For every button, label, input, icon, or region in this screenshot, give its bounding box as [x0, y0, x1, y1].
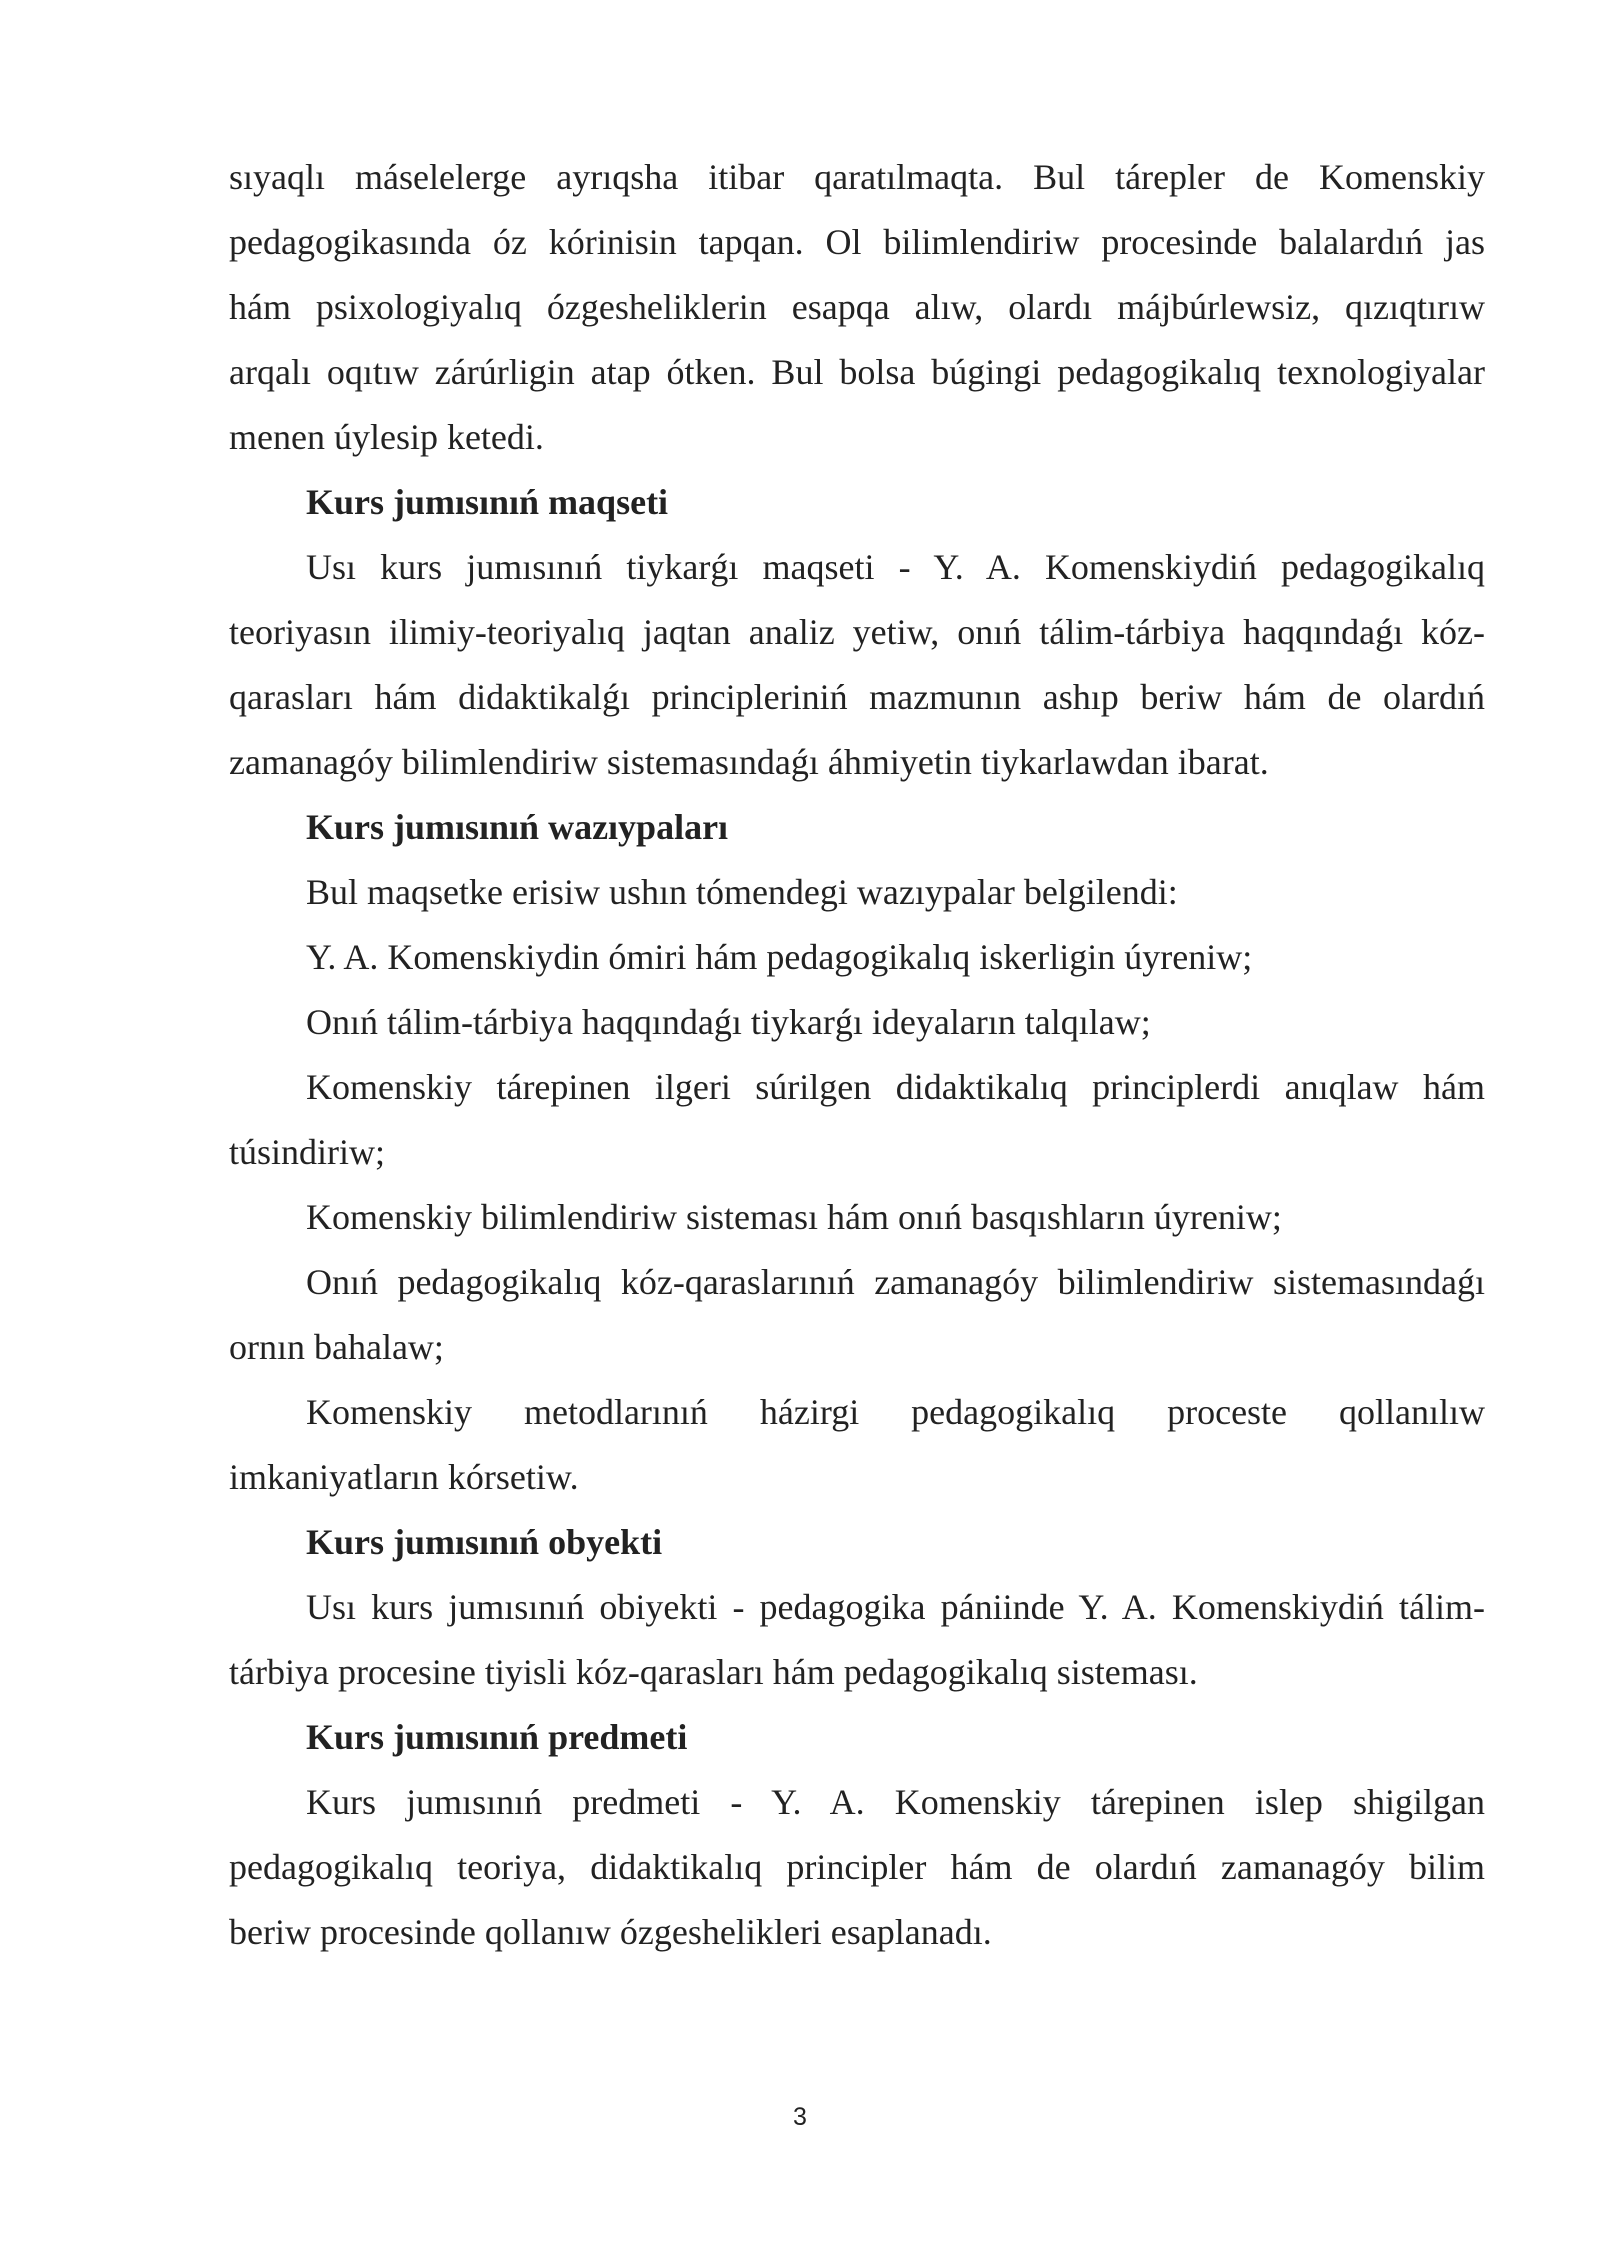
list-item: Onıń tálim-tárbiya haqqındaǵı tiykarǵı ideyaların talqılaw; [306, 1002, 1151, 1042]
page-number: 3 [793, 2103, 807, 2131]
text-line: tárbiya procesine tiyisli kóz-qarasları hám pedagogikalıq sisteması. [229, 1652, 1198, 1692]
text-line: pedagogikasında óz kórinisin tapqan. Ol bilimlendiriw procesinde balalardıń jas [229, 222, 1485, 262]
section-heading-tasks: Kurs jumısınıń wazıypaları [306, 807, 729, 847]
text-line: beriw procesinde qollanıw ózgeshelikleri esaplanadı. [229, 1912, 992, 1952]
section-heading-subject: Kurs jumısınıń predmeti [306, 1717, 688, 1757]
list-item: Y. A. Komenskiydin ómiri hám pedagogikalıq iskerligin úyreniw; [306, 937, 1253, 977]
text-line: Komenskiy metodlarınıń házirgi pedagogikalıq proceste qollanılıw [306, 1392, 1485, 1432]
list-item: Komenskiy bilimlendiriw sisteması hám onıń basqıshların úyreniw; [306, 1197, 1282, 1237]
paragraph: Bul maqsetke erisiw ushın tómendegi wazıypalar belgilendi: [306, 872, 1178, 912]
text-line: Onıń pedagogikalıq kóz-qaraslarınıń zamanagóy bilimlendiriw sistemasındaǵı [306, 1262, 1485, 1302]
text-line: túsindiriw; [229, 1132, 386, 1172]
text-line: arqalı oqıtıw zárúrligin atap ótken. Bul bolsa búgingi pedagogikalıq texnologiyalar [229, 352, 1485, 392]
text-line: menen úylesip ketedi. [229, 417, 544, 457]
paragraph [229, 1575, 1485, 1705]
text-line: pedagogikalıq teoriya, didaktikalıq principler hám de olardıń zamanagóy bilim [229, 1847, 1485, 1887]
text-line: qarasları hám didaktikalǵı principleriniń mazmunın ashıp beriw hám de olardıń [229, 677, 1485, 717]
text-line: sıyaqlı máselelerge ayrıqsha itibar qaratılmaqta. Bul tárepler de Komenskiy [229, 157, 1485, 197]
list-item [229, 1055, 1485, 1185]
paragraph [229, 1770, 1485, 1965]
text-line: Komenskiy tárepinen ilgeri súrilgen didaktikalıq principlerdi anıqlaw hám [306, 1067, 1485, 1107]
text-line: Usı kurs jumısınıń tiykarǵı maqseti - Y. A. Komenskiydiń pedagogikalıq [306, 547, 1485, 587]
text-line: Usı kurs jumısınıń obiyekti - pedagogika pániinde Y. A. Komenskiydiń tálim- [306, 1587, 1485, 1627]
paragraph [229, 535, 1485, 795]
text-line: ornın bahalaw; [229, 1327, 444, 1367]
text-line: zamanagóy bilimlendiriw sistemasındaǵı áhmiyetin tiykarlawdan ibarat. [229, 742, 1269, 782]
text-line: Kurs jumısınıń predmeti - Y. A. Komenskiy tárepinen islep shigilgan [306, 1782, 1485, 1822]
paragraph [229, 145, 1485, 470]
list-item [229, 1250, 1485, 1380]
text-line: hám psixologiyalıq ózgesheliklerin esapqa alıw, olardı májbúrlewsiz, qızıqtırıw [229, 287, 1485, 327]
document-page [229, 145, 1485, 1965]
list-item [229, 1380, 1485, 1510]
text-line: imkaniyatların kórsetiw. [229, 1457, 579, 1497]
section-heading-object: Kurs jumısınıń obyekti [306, 1522, 663, 1562]
text-line: teoriyasın ilimiy-teoriyalıq jaqtan analiz yetiw, onıń tálim-tárbiya haqqındaǵı kóz- [229, 612, 1485, 652]
section-heading-goal: Kurs jumısınıń maqseti [306, 482, 669, 522]
